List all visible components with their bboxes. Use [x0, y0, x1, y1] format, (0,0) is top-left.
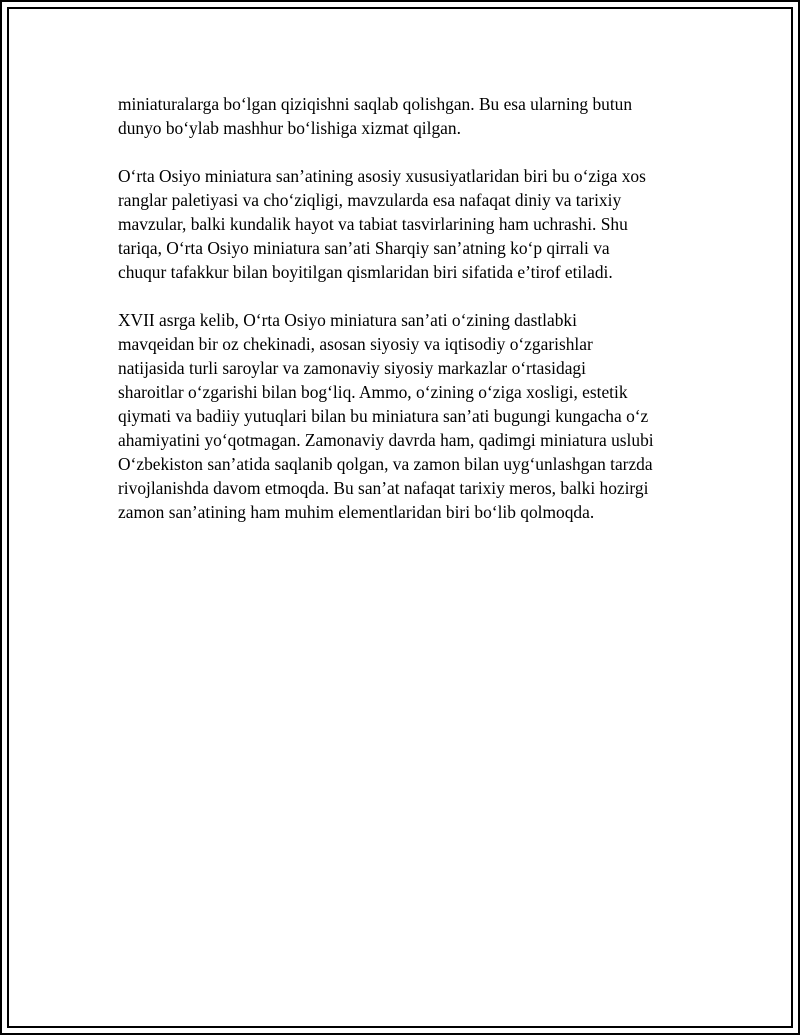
text-line: rivojlanishda davom etmoqda. Bu san’at nafaqat tarixiy meros, balki hozirgi	[118, 478, 649, 498]
text-line: qiymati va badiiy yutuqlari bilan bu miniatura san’ati bugungi kungacha o‘z	[118, 406, 649, 426]
text-line: O‘zbekiston san’atida saqlanib qolgan, va zamon bilan uyg‘unlashgan tarzda	[118, 454, 653, 474]
text-line: dunyo bo‘ylab mashhur bo‘lishiga xizmat qilgan.	[118, 118, 461, 138]
text-line: natijasida turli saroylar va zamonaviy siyosiy markazlar o‘rtasidagi	[118, 358, 586, 378]
text-line: O‘rta Osiyo miniatura san’atining asosiy xususiyatlaridan biri bu o‘ziga xos	[118, 166, 646, 186]
paragraph-3	[118, 308, 693, 524]
paragraph-2	[118, 164, 693, 284]
text-line: mavqeidan bir oz chekinadi, asosan siyosiy va iqtisodiy o‘zgarishlar	[118, 334, 593, 354]
text-line: chuqur tafakkur bilan boyitilgan qismlaridan biri sifatida e’tirof etiladi.	[118, 262, 613, 282]
text-line: miniaturalarga bo‘lgan qiziqishni saqlab qolishgan. Bu esa ularning butun	[118, 94, 633, 114]
text-line: tariqa, O‘rta Osiyo miniatura san’ati Sharqiy san’atning ko‘p qirrali va	[118, 238, 610, 258]
text-line: sharoitlar o‘zgarishi bilan bog‘liq. Ammo, o‘zining o‘ziga xosligi, estetik	[118, 382, 628, 402]
text-line: XVII asrga kelib, O‘rta Osiyo miniatura san’ati o‘zining dastlabki	[118, 310, 577, 330]
text-line: zamon san’atining ham muhim elementlaridan biri bo‘lib qolmoqda.	[118, 502, 595, 522]
paragraph-1	[118, 92, 693, 140]
text-line: mavzular, balki kundalik hayot va tabiat tasvirlarining ham uchrashi. Shu	[118, 214, 628, 234]
text-line: ranglar paletiyasi va cho‘ziqligi, mavzularda esa nafaqat diniy va tarixiy	[118, 190, 622, 210]
document-body	[118, 92, 693, 548]
text-line: ahamiyatini yo‘qotmagan. Zamonaviy davrda ham, qadimgi miniatura uslubi	[118, 430, 654, 450]
